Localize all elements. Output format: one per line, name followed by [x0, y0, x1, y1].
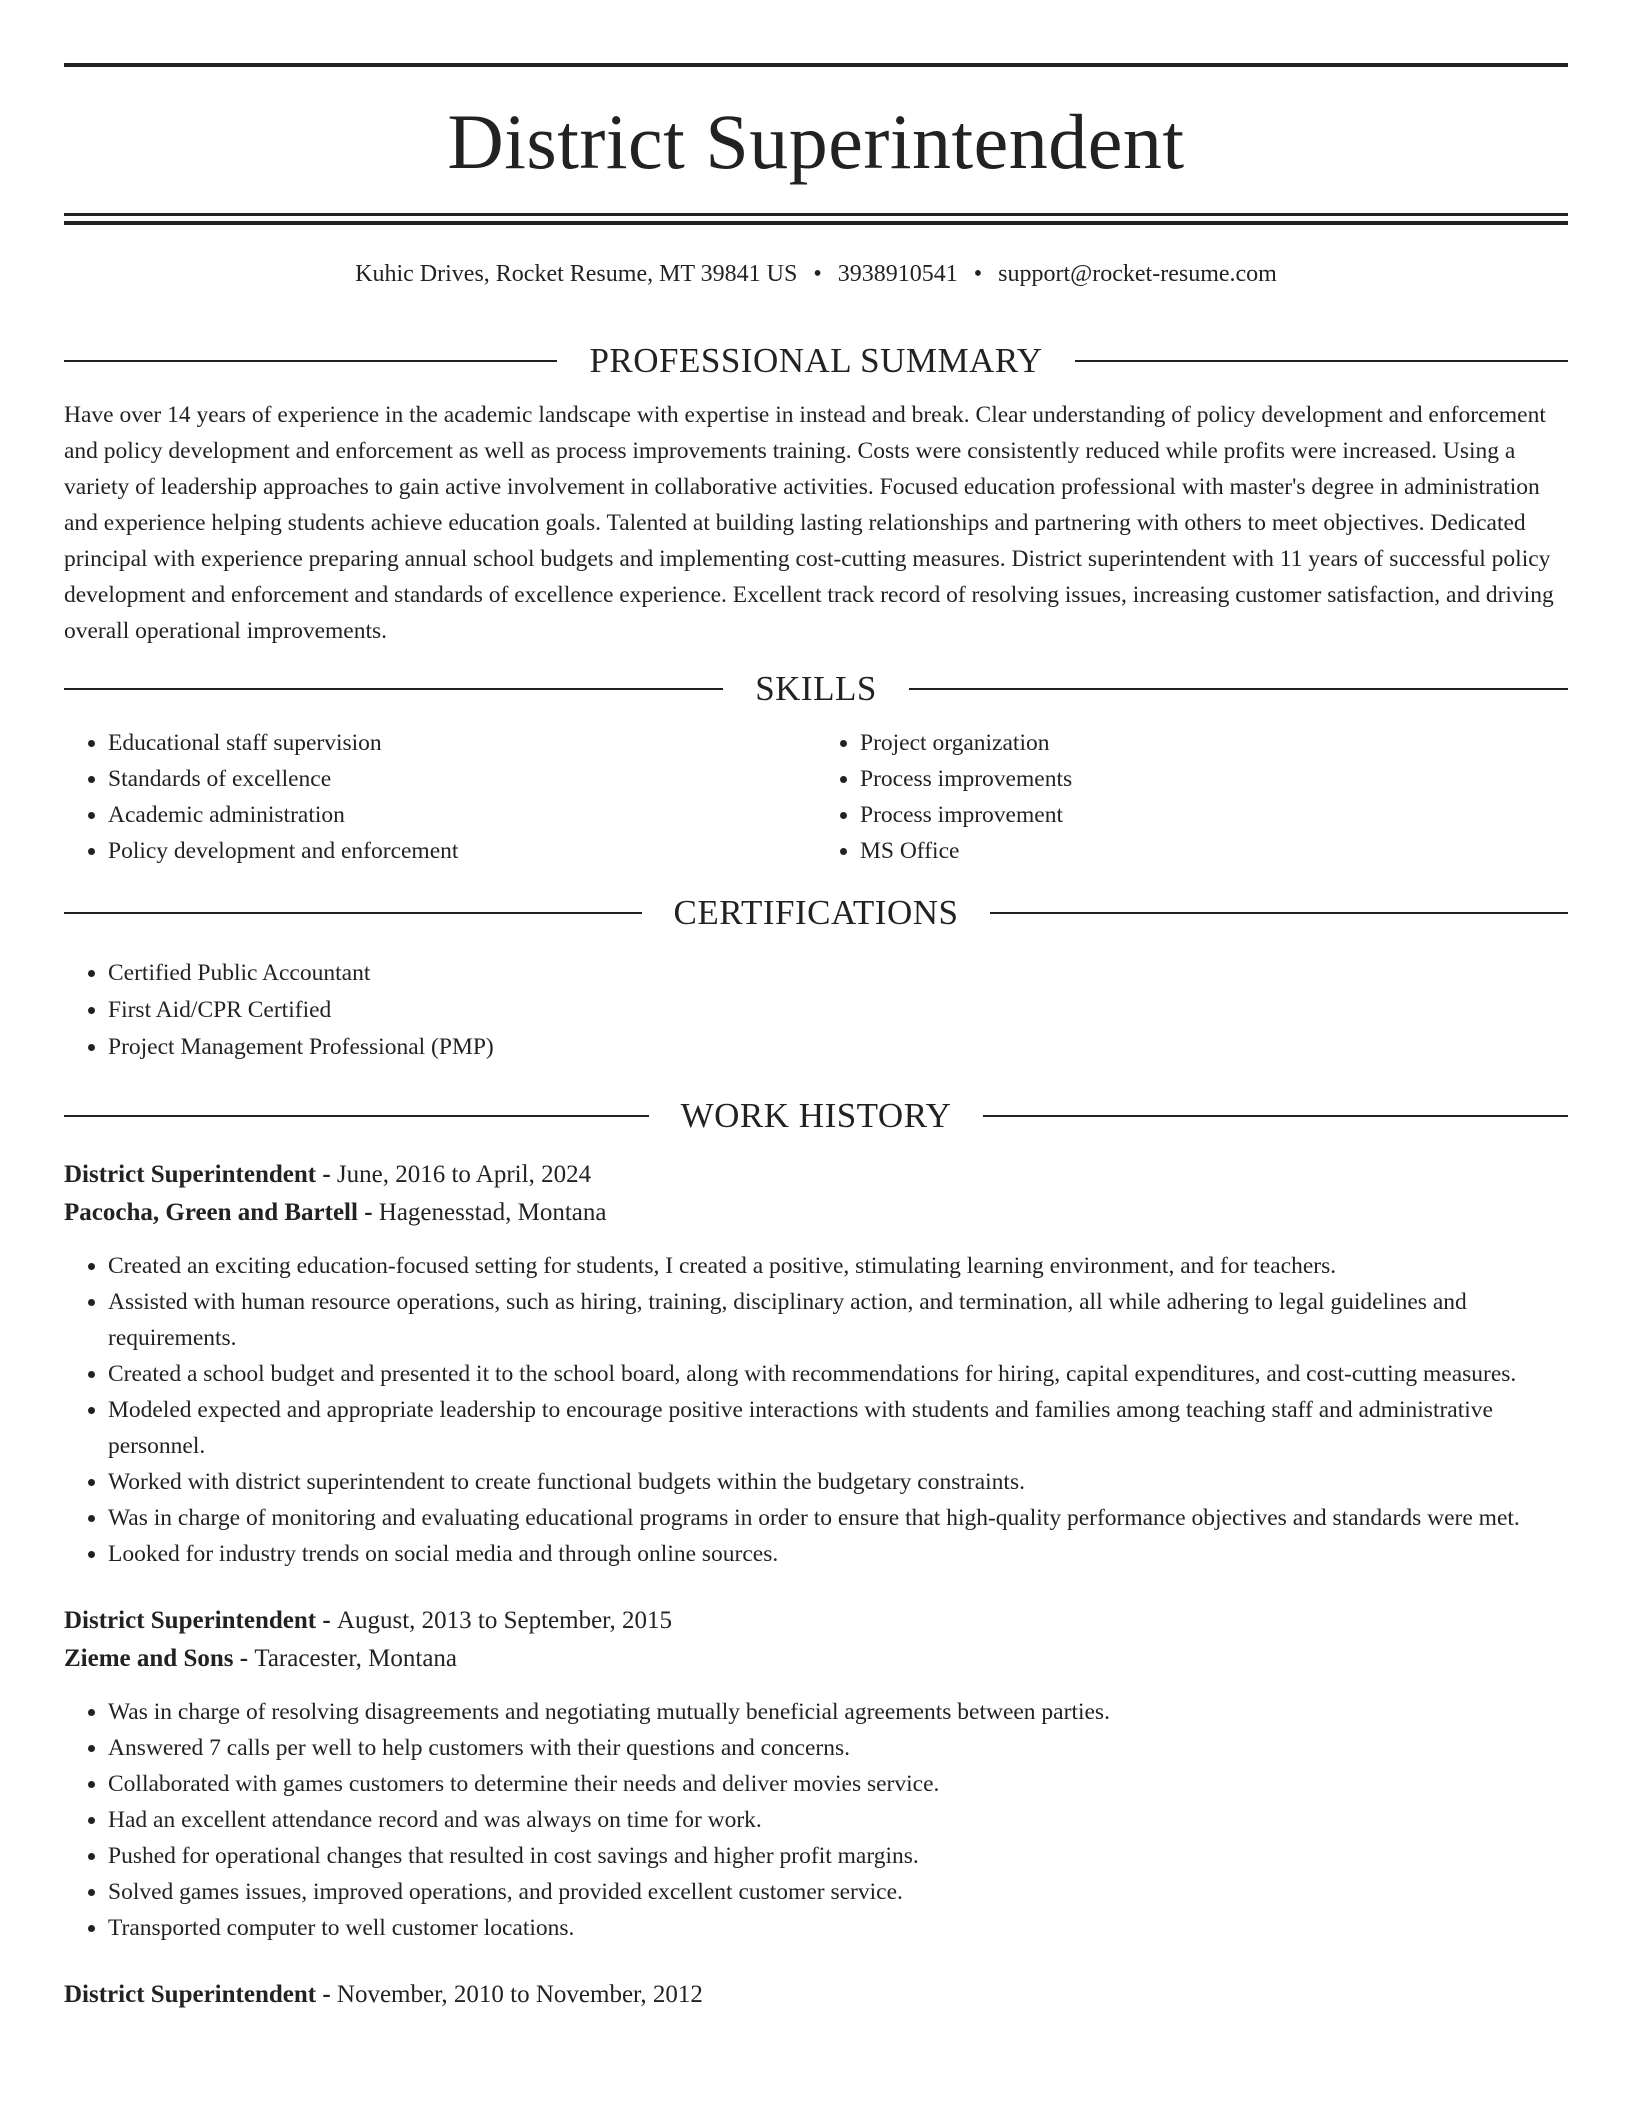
contact-separator: •	[813, 261, 822, 287]
heading-rule-left	[64, 688, 723, 690]
job-duty-item: • Transported computer to well customer locations.	[108, 1910, 1568, 1946]
section-heading-summary	[64, 341, 1568, 381]
job-location: Taracester, Montana	[254, 1645, 458, 1672]
summary-paragraph: Have over 14 years of experience in the academic landscape with expertise in instead and break. Clear understanding of policy development and enforcement and policy development and enforcement as well as process improvements training. Costs were consistently reduced while profits were increased. Using a variety of leadership approaches to gain active involvement in collaborative activities. Focused education professional with master's degree in administration and experience helping students achieve education goals. Talented at building lasting relationships and partnering with others to meet objectives. Dedicated principal with experience preparing annual school budgets and implementing cost-cutting measures. District superintendent with 11 years of successful policy development and enforcement and standards of excellence experience. Excellent track record of resolving issues, increasing customer satisfaction, and driving overall operational improvements.	[64, 402, 1554, 644]
job-duty-item: • Answered 7 calls per well to help customers with their questions and concerns.	[108, 1730, 1568, 1766]
section-title: PROFESSIONAL SUMMARY	[589, 341, 1043, 380]
job-duty-item: • Solved games issues, improved operations, and provided excellent customer service.	[108, 1874, 1568, 1910]
job-title: District Superintendent	[64, 1981, 317, 2008]
section-title: CERTIFICATIONS	[673, 893, 959, 932]
heading-rule-right	[909, 688, 1568, 690]
job-duty-item: • Modeled expected and appropriate leadership to encourage positive interactions with students and families among teaching staff and administrative personnel.	[108, 1392, 1568, 1464]
section-heading-certifications	[64, 893, 1568, 933]
skill-item: • Process improvement	[860, 797, 1568, 833]
page-title: District Superintendent	[447, 98, 1185, 185]
section-heading-skills	[64, 669, 1568, 709]
job-duties-list	[64, 1248, 1568, 1572]
title-double-rule	[64, 213, 1568, 225]
job-duty-item: • Had an excellent attendance record and was always on time for work.	[108, 1802, 1568, 1838]
certification-item: • Certified Public Accountant	[108, 955, 1568, 992]
job-title: District Superintendent	[64, 1607, 317, 1634]
heading-rule-right	[990, 912, 1568, 914]
job-title-line: District Superintendent - November, 2010 to November, 2012	[64, 1981, 703, 2008]
certification-item: • First Aid/CPR Certified	[108, 992, 1568, 1029]
skill-item: • Educational staff supervision	[108, 725, 816, 761]
heading-rule-right	[1075, 360, 1568, 362]
skill-item: • Standards of excellence	[108, 761, 816, 797]
skills-column-right	[816, 725, 1568, 869]
job-title-line: District Superintendent - June, 2016 to April, 2024	[64, 1161, 592, 1188]
job-title-line: District Superintendent - August, 2013 to September, 2015	[64, 1607, 672, 1634]
contact-separator: •	[973, 261, 983, 287]
job-company: Zieme and Sons	[64, 1645, 234, 1672]
heading-rule-right	[983, 1115, 1568, 1117]
job-company-line: Pacocha, Green and Bartell - Hagenesstad, Montana	[64, 1199, 607, 1226]
job-duty-item: • Collaborated with games customers to determine their needs and deliver movies service.	[108, 1766, 1568, 1802]
job-dates: August, 2013 to September, 2015	[336, 1607, 672, 1634]
skill-item: • MS Office	[860, 833, 1568, 869]
job-duty-item: • Created an exciting education-focused setting for students, I created a positive, stimulating learning environment, and for teachers.	[108, 1248, 1568, 1284]
heading-rule-left	[64, 912, 642, 914]
skills-list	[64, 725, 1568, 869]
job-company-line: Zieme and Sons - Taracester, Montana	[64, 1645, 458, 1672]
job-duties-list	[64, 1694, 1568, 1946]
skill-item: • Process improvements	[860, 761, 1568, 797]
section-title: SKILLS	[755, 669, 877, 708]
job-duty-item: • Was in charge of resolving disagreements and negotiating mutually beneficial agreements between parties.	[108, 1694, 1568, 1730]
contact-email: support@rocket-resume.com	[998, 261, 1277, 287]
skill-item: • Academic administration	[108, 797, 816, 833]
job-company: Pacocha, Green and Bartell	[64, 1199, 358, 1226]
job-entry	[64, 1976, 1568, 2014]
contact-line	[64, 261, 1568, 297]
skills-column-left	[64, 725, 816, 869]
job-title: District Superintendent	[64, 1161, 317, 1188]
top-rule	[64, 63, 1568, 67]
contact-address: Kuhic Drives, Rocket Resume, MT 39841 US	[355, 261, 798, 287]
section-title: WORK HISTORY	[680, 1096, 952, 1135]
section-heading-work-history	[64, 1096, 1568, 1136]
heading-rule-left	[64, 1115, 649, 1117]
job-duty-item: • Assisted with human resource operations, such as hiring, training, disciplinary action, and termination, all while adhering to legal guidelines and requirements.	[108, 1284, 1568, 1356]
job-duty-item: • Was in charge of monitoring and evaluating educational programs in order to ensure that high-quality performance objectives and standards were met.	[108, 1500, 1568, 1536]
job-dates: June, 2016 to April, 2024	[336, 1161, 592, 1188]
job-duty-item: • Pushed for operational changes that resulted in cost savings and higher profit margins.	[108, 1838, 1568, 1874]
job-entry	[64, 1602, 1568, 1946]
job-duty-item: • Looked for industry trends on social media and through online sources.	[108, 1536, 1568, 1572]
contact-phone: 3938910541	[837, 261, 958, 287]
job-entry	[64, 1156, 1568, 1572]
job-duty-item: • Created a school budget and presented it to the school board, along with recommendations for hiring, capital expenditures, and cost-cutting measures.	[108, 1356, 1568, 1392]
job-duty-item: • Worked with district superintendent to create functional budgets within the budgetary constraints.	[108, 1464, 1568, 1500]
heading-rule-left	[64, 360, 557, 362]
resume-content	[64, 63, 1568, 2014]
skill-item: • Policy development and enforcement	[108, 833, 816, 869]
certifications-list	[64, 955, 1568, 1066]
job-dates: November, 2010 to November, 2012	[336, 1981, 703, 2008]
certification-item: • Project Management Professional (PMP)	[108, 1029, 1568, 1066]
skill-item: • Project organization	[860, 725, 1568, 761]
job-location: Hagenesstad, Montana	[378, 1199, 607, 1226]
